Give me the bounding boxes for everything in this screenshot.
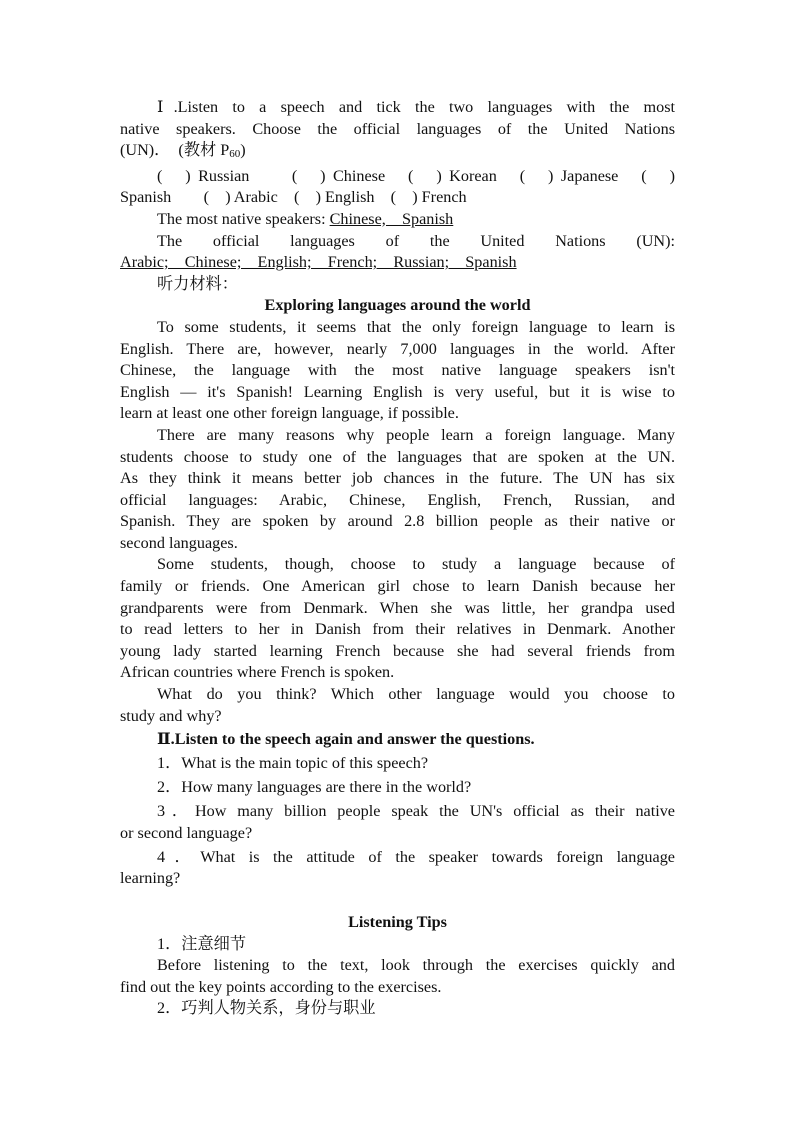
options-line1: ( ) Russian ( ) Chinese ( ) Korean ( ) Japanese ( ) (157, 166, 675, 185)
tip-1-text: Before listening to the text, look through the exercises quickly and find out the key points according to the exercises. (120, 956, 675, 996)
part1-instruction-line1: Ⅰ.Listen to a speech and tick the two languages with the most (157, 98, 675, 116)
speech-paragraph-2: There are many reasons why people learn a foreign language. Many students choose to study one of the languages that are spoken at the UN. As they think it means better job chances in the future. The UN has six official languages: Arabic, Chinese, English, French, Russian, and Spanish. They are spoken by around 2.8 billion people as their native or second languages. (120, 425, 675, 552)
document-page (120, 97, 675, 1020)
part1-instruction-line2: native speakers. Choose the official languages of the United Nations (120, 119, 675, 138)
most-native-answer: Chinese, Spanish (329, 209, 454, 228)
question-2: 2．How many languages are there in the world? (157, 778, 472, 797)
tip-2-heading: 2．巧判人物关系，身份与职业 (157, 999, 376, 1018)
speech-title: Exploring languages around the world (264, 296, 531, 315)
question-1: 1．What is the main topic of this speech? (157, 754, 429, 773)
options-line2: Spanish ( ) Arabic ( ) English ( ) French (120, 188, 467, 207)
question-3: 3．How many billion people speak the UN's official as their native or second language? (120, 802, 675, 842)
speech-paragraph-1: To some students, it seems that the only foreign language to learn is English. There are, however, nearly 7,000 languages in the world. After Chinese, the language with the most native language speakers isn't English — it's Spanish! Learning English is very useful, but it is wise to learn at least one other foreign language, if possible. (120, 317, 675, 423)
material-label: 听力材料： (157, 274, 238, 293)
part1-instruction-line3: (UN)． (教材 P60) (120, 141, 246, 161)
speech-paragraph-3: Some students, though, choose to study a language because of family or friends. One American girl chose to learn Danish because her grandparents were from Denmark. When she was little, her grandpa used to read letters to her in Danish from their relatives in Denmark. Another young lady started learning French because she had several friends from African countries where French is spoken. (120, 555, 675, 682)
part1-numeral: Ⅰ (157, 98, 174, 116)
tips-title: Listening Tips (348, 912, 447, 931)
question-4: 4．What is the attitude of the speaker towards foreign language learning? (120, 847, 675, 888)
most-native-speakers: The most native speakers: Chinese, Spanish (157, 209, 454, 228)
official-languages-answer: Arabic; Chinese; English; French; Russian; Spanish (120, 253, 517, 272)
official-languages-line1: The official languages of the United Nations (UN): (157, 231, 675, 250)
part2-heading: Ⅱ.Listen to the speech again and answer the questions. (157, 730, 535, 749)
tip-1-heading: 1．注意细节 (157, 934, 247, 953)
spacer (120, 890, 675, 912)
speech-paragraph-4: What do you think? Which other language would you choose to study and why? (120, 685, 675, 725)
